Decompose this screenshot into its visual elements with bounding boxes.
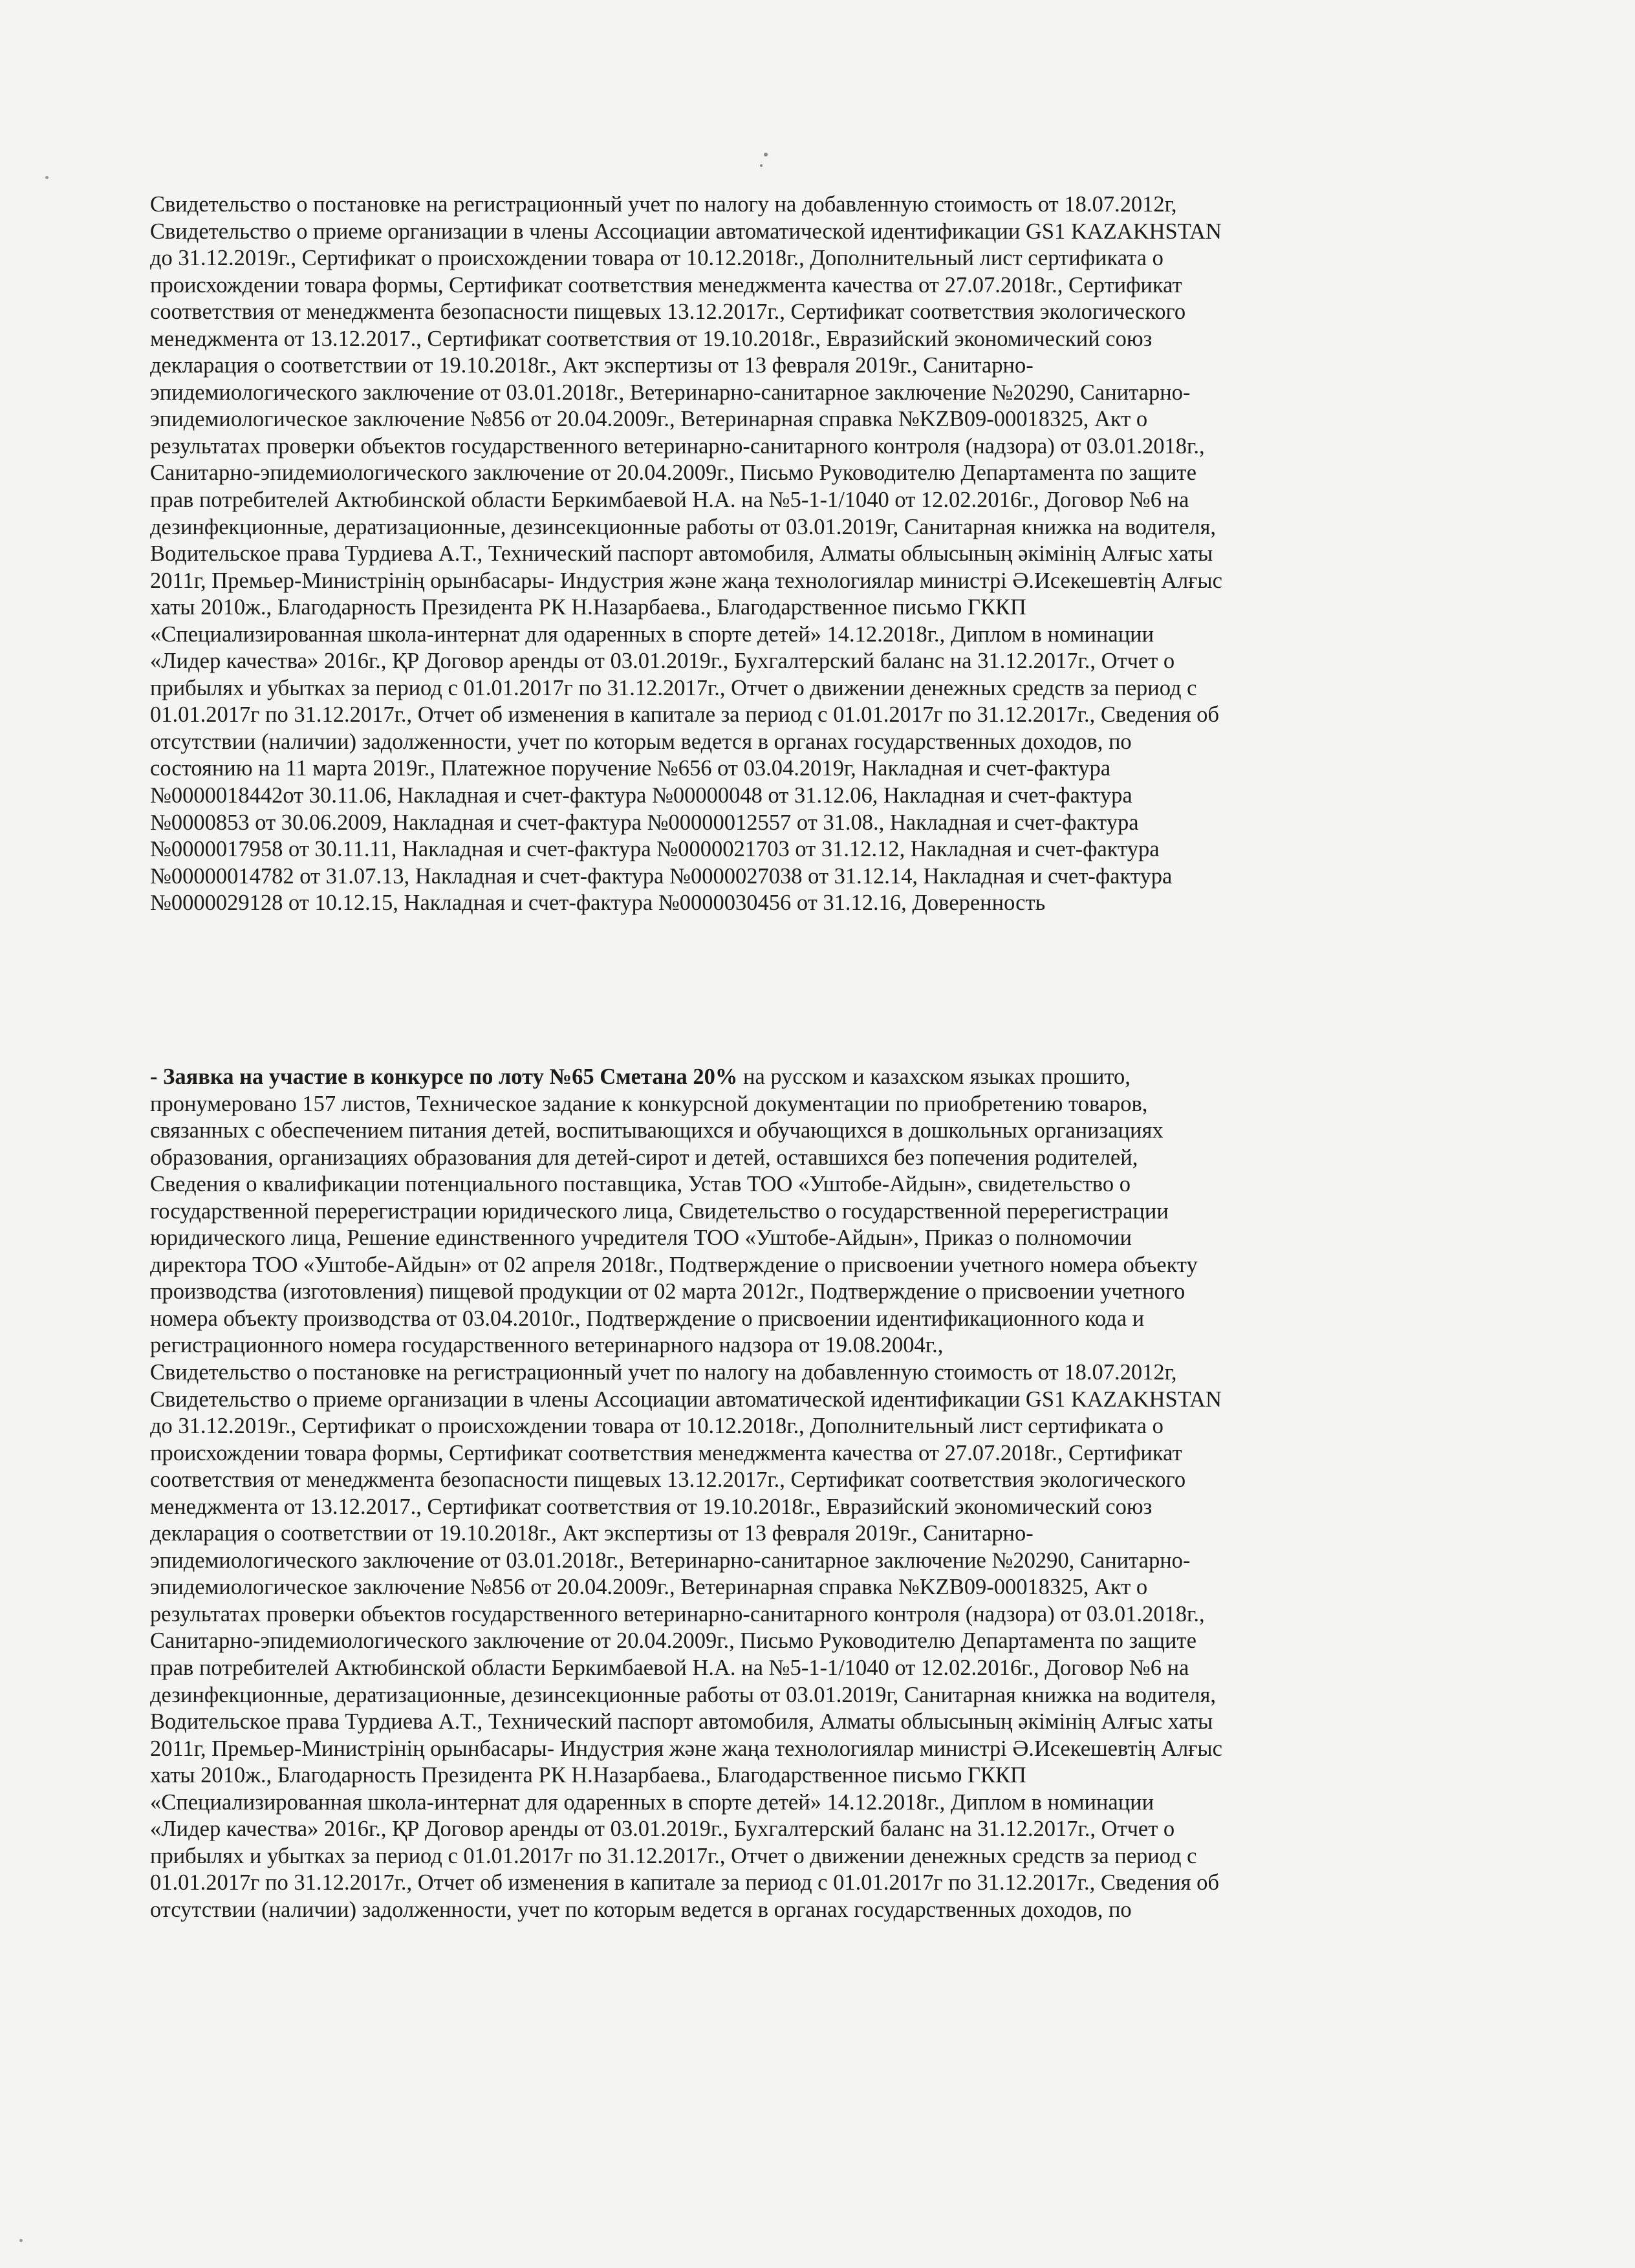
text-line: до 31.12.2019г., Сертификат о происхождении товара от 10.12.2018г., Дополнительный лист сертификата о xyxy=(150,246,1164,271)
text-line: прибылях и убытках за период с 01.01.2017г по 31.12.2017г., Отчет о движении денежных средств за период с xyxy=(150,675,1197,700)
scan-speck xyxy=(760,164,763,167)
text-line: хаты 2010ж., Благодарность Президента РК Н.Назарбаева., Благодарственное письмо ГККП xyxy=(150,1763,1026,1788)
text-line: Сведения о квалификации потенциального поставщика, Устав ТОО «Уштобе-Айдын», свидетельство о xyxy=(150,1172,1131,1197)
scan-speck xyxy=(45,176,49,179)
text-line: №0000029128 от 10.12.15, Накладная и счет-фактура №0000030456 от 31.12.16, Доверенность xyxy=(150,891,1046,916)
text-line: соответствия от менеджмента безопасности пищевых 13.12.2017г., Сертификат соответствия экологического xyxy=(150,1467,1186,1493)
text-line: менеджмента от 13.12.2017., Сертификат соответствия от 19.10.2018г., Евразийский экономический союз xyxy=(150,326,1153,351)
text-line: Свидетельство о приеме организации в члены Ассоциации автоматической идентификации GS1 KAZAKHSTAN xyxy=(150,219,1222,244)
scan-speck xyxy=(764,153,768,157)
text-line: дезинфекционные, дератизационные, дезинсекционные работы от 03.01.2019г, Санитарная книжка на водителя, xyxy=(150,1682,1216,1707)
text-line: эпидемиологическое заключение №856 от 20.04.2009г., Ветеринарная справка №KZB09-00018325, Акт о xyxy=(150,1575,1148,1600)
text-line: хаты 2010ж., Благодарность Президента РК Н.Назарбаева., Благодарственное письмо ГККП xyxy=(150,595,1026,620)
text-line: происхождении товара формы, Сертификат соответствия менеджмента качества от 27.07.2018г., Сертификат xyxy=(150,1440,1182,1465)
text-line: Свидетельство о постановке на регистрационный учет по налогу на добавленную стоимость от 18.07.2012г, xyxy=(150,1360,1177,1385)
text-line: эпидемиологического заключение от 03.01.2018г., Ветеринарно-санитарное заключение №20290, Санитарно- xyxy=(150,1548,1191,1573)
text-line: 01.01.2017г по 31.12.2017г., Отчет об изменения в капитале за период с 01.01.2017г по 31.12.2017г., Сведения об xyxy=(150,1870,1219,1895)
text-line: регистрационного номера государственного ветеринарного надзора от 19.08.2004г., xyxy=(150,1333,944,1358)
text-line: связанных с обеспечением питания детей, воспитывающихся и обучающихся в дошкольных организациях xyxy=(150,1118,1164,1143)
text-line: эпидемиологическое заключение №856 от 20.04.2009г., Ветеринарная справка №KZB09-00018325, Акт о xyxy=(150,407,1148,432)
text-line: эпидемиологического заключение от 03.01.2018г., Ветеринарно-санитарное заключение №20290, Санитарно- xyxy=(150,380,1191,405)
text-line: образования, организациях образования для детей-сирот и детей, оставшихся без попечения родителей, xyxy=(150,1145,1138,1170)
section-heading-line xyxy=(150,1064,1499,1091)
text-line: государственной перерегистрации юридического лица, Свидетельство о государственной перерегистрации xyxy=(150,1198,1169,1224)
text-line: №00000014782 от 31.07.13, Накладная и счет-фактура №0000027038 от 31.12.14, Накладная и счет-фактура xyxy=(150,863,1173,889)
text-line: «Лидер качества» 2016г., ҚР Договор аренды от 03.01.2019г., Бухгалтерский баланс на 31.12.2017г., Отчет о xyxy=(150,649,1175,674)
text-line: 2011г, Премьер-Министрінің орынбасары- Индустрия және жаңа технологиялар министрі Ә.Исекешевтің Алғыс xyxy=(150,568,1222,593)
text-line: результатах проверки объектов государственного ветеринарно-санитарного контроля (надзора) от 03.01.2018г., xyxy=(150,433,1205,459)
text-line: пронумеровано 157 листов, Техническое задание к конкурсной документации по приобретению товаров, xyxy=(150,1091,1148,1116)
text-line: директора ТОО «Уштобе-Айдын» от 02 апреля 2018г., Подтверждение о присвоении учетного номера объекту xyxy=(150,1252,1198,1277)
text-line: юридического лица, Решение единственного учредителя ТОО «Уштобе-Айдын», Приказ о полномочии xyxy=(150,1226,1132,1251)
text-line: производства (изготовления) пищевой продукции от 02 марта 2012г., Подтверждение о присвоении учетного xyxy=(150,1279,1186,1304)
text-line: результатах проверки объектов государственного ветеринарно-санитарного контроля (надзора) от 03.01.2018г., xyxy=(150,1601,1205,1626)
text-line: состоянию на 11 марта 2019г., Платежное поручение №656 от 03.04.2019г, Накладная и счет-фактура xyxy=(150,756,1111,781)
text-line: «Специализированная школа-интернат для одаренных в спорте детей» 14.12.2018г., Диплом в номинации xyxy=(150,1789,1154,1815)
lot-application-heading-rest: на русском и казахском языках прошито, xyxy=(737,1064,1131,1089)
text-line: №0000017958 от 30.11.11, Накладная и счет-фактура №0000021703 от 31.12.12, Накладная и счет-фактура xyxy=(150,837,1160,862)
text-line: Водительское права Турдиева А.Т., Технический паспорт автомобиля, Алматы облысының әкімінің Алғыс хаты xyxy=(150,1709,1213,1734)
text-line: прав потребителей Актюбинской области Беркимбаевой Н.А. на №5-1-1/1040 от 12.02.2016г., Договор №6 на xyxy=(150,488,1189,513)
text-line: Водительское права Турдиева А.Т., Технический паспорт автомобиля, Алматы облысының әкімінің Алғыс хаты xyxy=(150,541,1213,567)
text-line: №0000853 от 30.06.2009, Накладная и счет-фактура №00000012557 от 31.08., Накладная и счет-фактура xyxy=(150,810,1139,835)
text-line: Свидетельство о постановке на регистрационный учет по налогу на добавленную стоимость от 18.07.2012г, xyxy=(150,192,1177,217)
text-line: дезинфекционные, дератизационные, дезинсекционные работы от 03.01.2019г, Санитарная книжка на водителя, xyxy=(150,514,1216,539)
text-line: соответствия от менеджмента безопасности пищевых 13.12.2017г., Сертификат соответствия экологического xyxy=(150,299,1186,325)
text-line: 2011г, Премьер-Министрінің орынбасары- Индустрия және жаңа технологиялар министрі Ә.Исекешевтің Алғыс xyxy=(150,1736,1222,1761)
lot-application-heading: - Заявка на участие в конкурсе по лоту №65 Сметана 20% xyxy=(150,1064,738,1089)
text-line: до 31.12.2019г., Сертификат о происхождении товара от 10.12.2018г., Дополнительный лист сертификата о xyxy=(150,1414,1164,1439)
text-line: отсутствии (наличии) задолженности, учет по которым ведется в органах государственных доходов, по xyxy=(150,1897,1132,1922)
text-line: «Лидер качества» 2016г., ҚР Договор аренды от 03.01.2019г., Бухгалтерский баланс на 31.12.2017г., Отчет о xyxy=(150,1817,1175,1842)
text-line: прибылях и убытках за период с 01.01.2017г по 31.12.2017г., Отчет о движении денежных средств за период с xyxy=(150,1843,1197,1868)
text-line: номера объекту производства от 03.04.2010г., Подтверждение о присвоении идентификационного кода и xyxy=(150,1306,1145,1331)
text-line: менеджмента от 13.12.2017., Сертификат соответствия от 19.10.2018г., Евразийский экономический союз xyxy=(150,1494,1153,1519)
text-line: Санитарно-эпидемиологического заключение от 20.04.2009г., Письмо Руководителю Департамента по защите xyxy=(150,1628,1196,1654)
text-line: отсутствии (наличии) задолженности, учет по которым ведется в органах государственных доходов, по xyxy=(150,729,1132,754)
scan-speck xyxy=(19,2239,23,2242)
text-line: 01.01.2017г по 31.12.2017г., Отчет об изменения в капитале за период с 01.01.2017г по 31.12.2017г., Сведения об xyxy=(150,702,1219,728)
text-line: Санитарно-эпидемиологического заключение от 20.04.2009г., Письмо Руководителю Департамента по защите xyxy=(150,460,1196,486)
text-line: «Специализированная школа-интернат для одаренных в спорте детей» 14.12.2018г., Диплом в номинации xyxy=(150,621,1154,647)
text-line: декларация о соответствии от 19.10.2018г., Акт экспертизы от 13 февраля 2019г., Санитарно- xyxy=(150,1521,1034,1546)
text-line: Свидетельство о приеме организации в члены Ассоциации автоматической идентификации GS1 KAZAKHSTAN xyxy=(150,1387,1222,1412)
text-line: прав потребителей Актюбинской области Беркимбаевой Н.А. на №5-1-1/1040 от 12.02.2016г., Договор №6 на xyxy=(150,1656,1189,1681)
text-line: декларация о соответствии от 19.10.2018г., Акт экспертизы от 13 февраля 2019г., Санитарно- xyxy=(150,353,1034,378)
text-line: происхождении товара формы, Сертификат соответствия менеджмента качества от 27.07.2018г., Сертификат xyxy=(150,272,1182,297)
text-line: №0000018442от 30.11.06, Накладная и счет-фактура №00000048 от 31.12.06, Накладная и счет-фактура xyxy=(150,783,1132,808)
document-list-section-2 xyxy=(150,1064,1499,1924)
document-list-section-1 xyxy=(150,191,1499,917)
